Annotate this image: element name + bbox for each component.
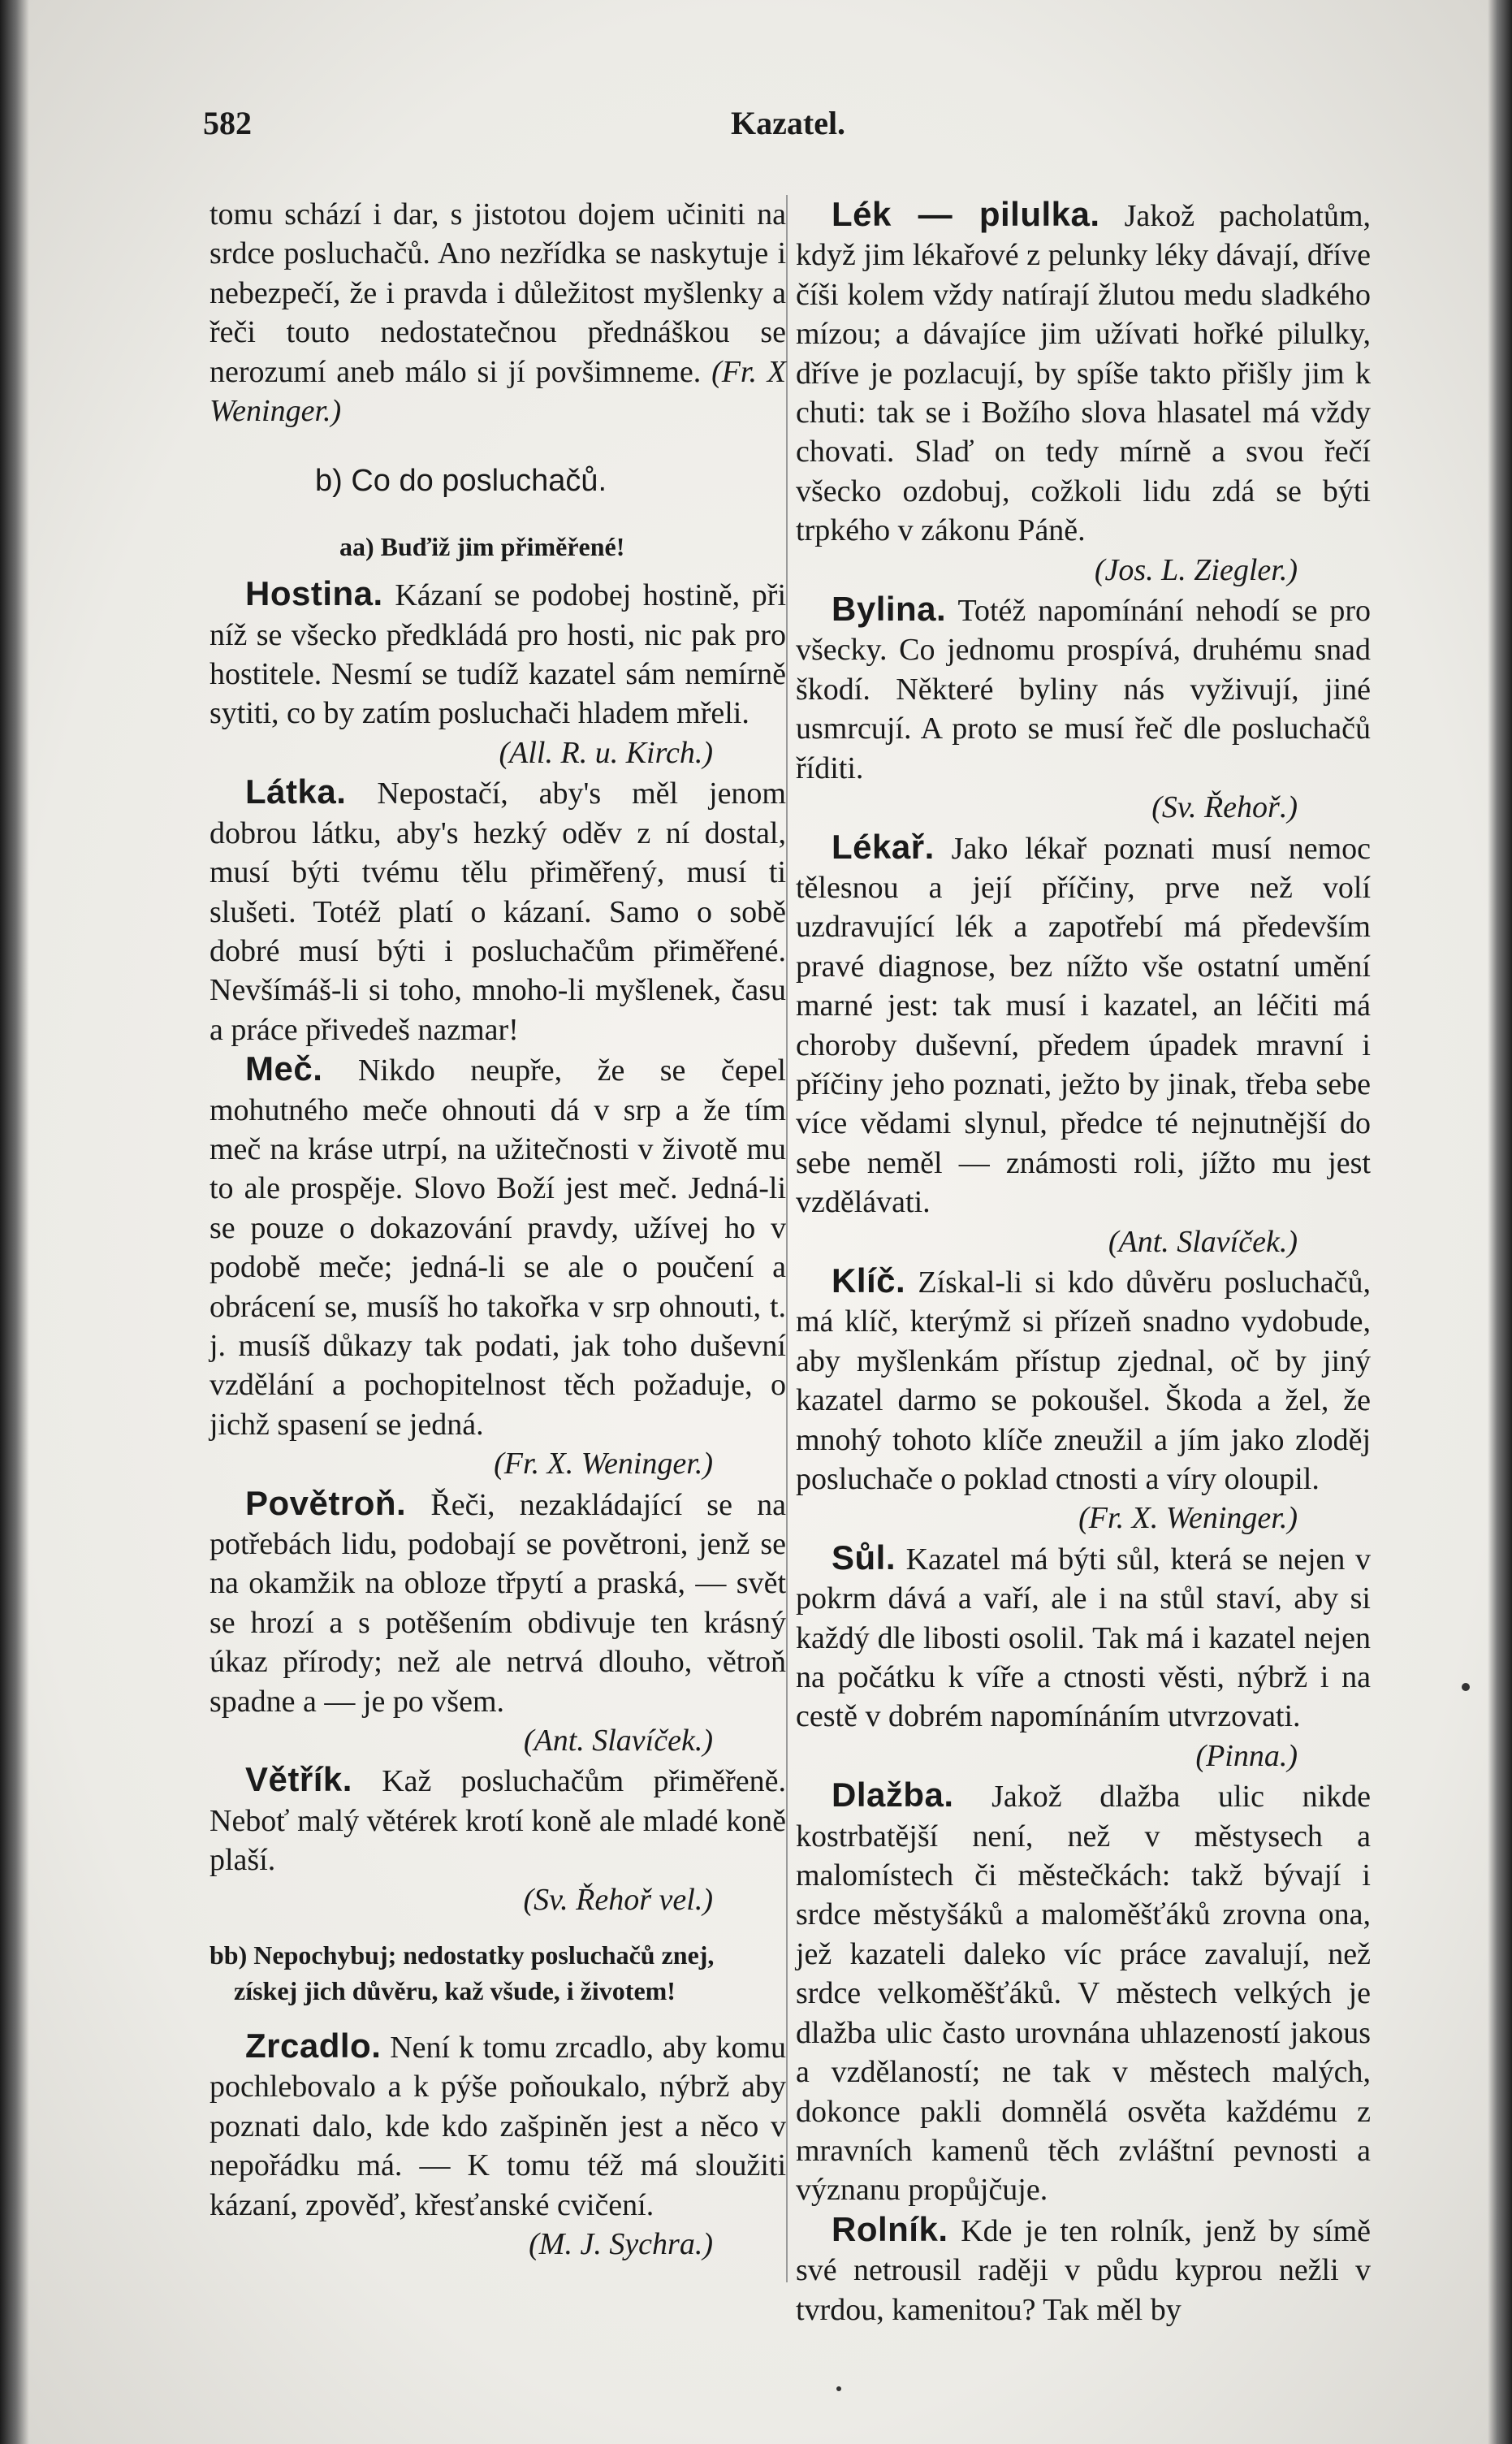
entry-vetrik xyxy=(210,1760,786,1919)
entry-lekar xyxy=(796,828,1371,1261)
section-heading-bb-line2: získej jich důvěru, kaž všude, i životem! xyxy=(234,1976,676,2006)
section-heading-b: b) Co do posluchačů. xyxy=(315,464,607,499)
entry-source: (Ant. Slavíček.) xyxy=(1108,1224,1298,1259)
entry-source: (M. J. Sychra.) xyxy=(529,2227,713,2262)
intro-source: (Fr. X Weninger.) xyxy=(210,354,786,429)
entry-text: Jako lékař poznati musí nemoc tělesnou a její příčiny, prve než volí uzdravující lék a zapotřebí má především pravé diagnose, bez nížto vše ostatní umění marné jest: tak musí i kazatel, an léčiti má choroby duševní, předem úpadek mravní i příčiny jeho poznati, ježto by jinak, třeba sebe více vědami slynul, předce té nejnutnější do sebe neměl — známosti roli, jížto mu jest vzdělávati. xyxy=(796,831,1371,1220)
entry-head: Dlažba. xyxy=(832,1776,954,1815)
entry-dlazba xyxy=(796,1776,1371,2209)
entry-text: Nikdo neupře, že se čepel mohutného meče ohnouti dá v srp a že tím meč na kráse utrpí, na užitečnosti v životě mu to ale prospěje. Slovo Boží jest meč. Jedná-li se pouze o dokazování pravdy, užívej ho v podobě meče; jedná-li se ale o poučení a obrácení se, musíš ho takořka v srp ohnouti, t. j. musíš důkazy tak podati, jak toho duševní vzdělání a pochopitelnost těch požaduje, o jichž spasení se jedná. xyxy=(210,1053,786,1442)
entry-head: Lék — pilulka. xyxy=(832,195,1100,233)
entry-text: Kázaní se podobej hostině, při níž se všecko předkládá pro hosti, nic pak pro hostitele. Nesmí se tudíž kazatel sám nemírně sytiti, co by zatím posluchači hladem mřeli. xyxy=(210,578,786,731)
entry-head: Hostina. xyxy=(245,574,383,613)
entry-head: Povětroň. xyxy=(245,1483,407,1522)
entry-text: Kazatel má býti sůl, která se nejen v pokrm dává a vaří, ale i na stůl staví, aby si každý dle libosti osolil. Tak má i kazatel nejen na počátku k víře a ctnosti věsti, nýbrž i na cestě v dobrém napomínáním utvrzovati. xyxy=(796,1542,1372,1734)
entry-sul xyxy=(796,1538,1371,1776)
entry-text: Jakož pacholatům, když jim lékařové z pelunky léky dávají, dříve číši kolem vždy natírají žlutou medu sladkého mízou; a dávajíce jim užívati hořké pilulky, dříve je pozlacují, by spíše takto přišly jim k chuti: tak se i Božího slova hlasatel má vždy chovati. Slaď on tedy mírně a svou řečí všecko ozdobuj, cožkoli lidu zdá se býti trpkého v zákonu Páně. xyxy=(796,199,1372,548)
entry-latka xyxy=(210,772,786,1049)
entry-text: Kde je ten rolník, jenž by símě své netrousil raději v půdu kyprou nežli v tvrdou, kamenitou? Tak měl by xyxy=(796,2213,1371,2327)
entry-head: Látka. xyxy=(245,772,347,811)
entry-hostina xyxy=(210,574,786,772)
entry-text: Nepostačí, aby's měl jenom dobrou látku, aby's hezký oděv z ní dostal, musí býti tvému tělu přiměřený, musí ti slušeti. Totéž platí o kázaní. Samo o sobě dobré musí býti i posluchačům přiměřené. Nevšímáš-li si toho, mnoho-li myšlenek, času a práce přivedeš nazmar! xyxy=(210,776,786,1047)
running-head: Kazatel. xyxy=(731,105,846,141)
left-column xyxy=(210,195,786,2264)
entry-text: Totéž napomínání nehodí se pro všecky. Co jednomu prospívá, druhému snad škodí. Některé byliny nás vyživují, jiné usmrcují. A proto se musí řeč dle posluchačů říditi. xyxy=(796,594,1371,785)
column-divider xyxy=(786,195,788,2282)
entry-source: (Fr. X. Weninger.) xyxy=(494,1447,713,1482)
entry-text: Získal-li si kdo důvěru posluchačů, má klíč, kterýmž si přízeň snadno vydobude, aby myšlenkám přístup zjednal, oč by jiný kazatel darmo se pokoušel. Škoda a žel, že mnohý tohoto klíče zneužil a jím jako zloděj posluchače o poklad ctnosti a víry oloupil. xyxy=(796,1265,1372,1496)
entry-text: Řeči, nezakládající se na potřebách lidu, podobají se povětroni, jenž se na okamžik na obloze třpytí a praská, — svět se hrozí a s potěšením obdivuje ten krásný úkaz přírody; než ale netrvá dlouho, větroň spadne a — je po všem. xyxy=(210,1487,787,1719)
entry-head: Klíč. xyxy=(832,1261,906,1300)
section-heading-bb xyxy=(210,1937,786,2009)
entry-rolnik xyxy=(796,2210,1371,2329)
entry-head: Zrcadlo. xyxy=(245,2027,382,2066)
entry-head: Sůl. xyxy=(832,1538,896,1577)
page-number: 582 xyxy=(203,105,252,141)
entry-zrcadlo xyxy=(210,2027,786,2264)
entry-source: (Fr. X. Weninger.) xyxy=(1078,1501,1298,1536)
entry-head: Lékař. xyxy=(832,827,935,866)
entry-source: (Jos. L. Ziegler.) xyxy=(1094,552,1298,587)
scan-edge-left xyxy=(0,0,29,2444)
entry-text: Kaž posluchačům přiměřeně. Neboť malý větérek krotí koně ale mladé koně plaší. xyxy=(210,1764,786,1878)
scan-edge-right xyxy=(1488,0,1512,2444)
entry-source: (Pinna.) xyxy=(1195,1738,1298,1773)
entry-head: Meč. xyxy=(245,1049,323,1088)
intro-paragraph xyxy=(210,195,786,430)
entry-text: Jakož dlažba ulic nikde kostrbatější není, než v městysech a malomístech či městečkách: takž bývají i srdce městyšáků a maloměšťáků zrovna ona, jež kazateli daleko víc práce zavalují, než srdce velkoměšťáků. V městech velkých je dlažba ulic často urovnána uhlazeností jakous a vzdělaností; ne tak v městech malých, dokonce pakli domnělá osvěta každému z mravních kamenů těch zvláštní pevnosti a význanu propůjčuje. xyxy=(796,1780,1371,2208)
entry-povetron xyxy=(210,1484,786,1761)
right-column xyxy=(796,195,1371,2329)
section-heading-aa: aa) Buďiž jim přiměřené! xyxy=(339,531,625,561)
entry-source: (Ant. Slavíček.) xyxy=(523,1724,713,1758)
entry-lek-pilulka xyxy=(796,195,1371,590)
entry-mec xyxy=(210,1049,786,1483)
entry-head: Větřík. xyxy=(245,1760,352,1799)
entry-source: (Sv. Řehoř vel.) xyxy=(523,1882,713,1917)
entry-source: (All. R. u. Kirch.) xyxy=(499,735,713,770)
entry-text: Není k tomu zrcadlo, aby komu pochlebovalo a k pýše poňoukalo, nýbrž aby poznati dalo, kde kdo zašpiněn jest a něco v nepořádku má. — K tomu též má sloužiti kázaní, zpověď, křesťanské cvičení. xyxy=(210,2031,787,2222)
entry-bylina xyxy=(796,590,1371,827)
intro-text: tomu schází i dar, s jistotou dojem učiniti na srdce posluchačů. Ano nezřídka se naskytuje i nebezpečí, že i pravda i důležitost myšlenky a řeči touto nedostatečnou přednáškou se nerozumí aneb málo si jí povšimneme. xyxy=(210,197,786,389)
entry-head: Rolník. xyxy=(832,2209,948,2248)
speck xyxy=(1462,1683,1470,1691)
page-header xyxy=(203,104,1364,153)
entry-source: (Sv. Řehoř.) xyxy=(1151,790,1298,825)
entry-klic xyxy=(796,1261,1371,1538)
section-heading-bb-line1: bb) Nepochybuj; nedostatky posluchačů znej, xyxy=(210,1940,715,1970)
speck xyxy=(836,2386,841,2391)
entry-head: Bylina. xyxy=(832,590,947,629)
